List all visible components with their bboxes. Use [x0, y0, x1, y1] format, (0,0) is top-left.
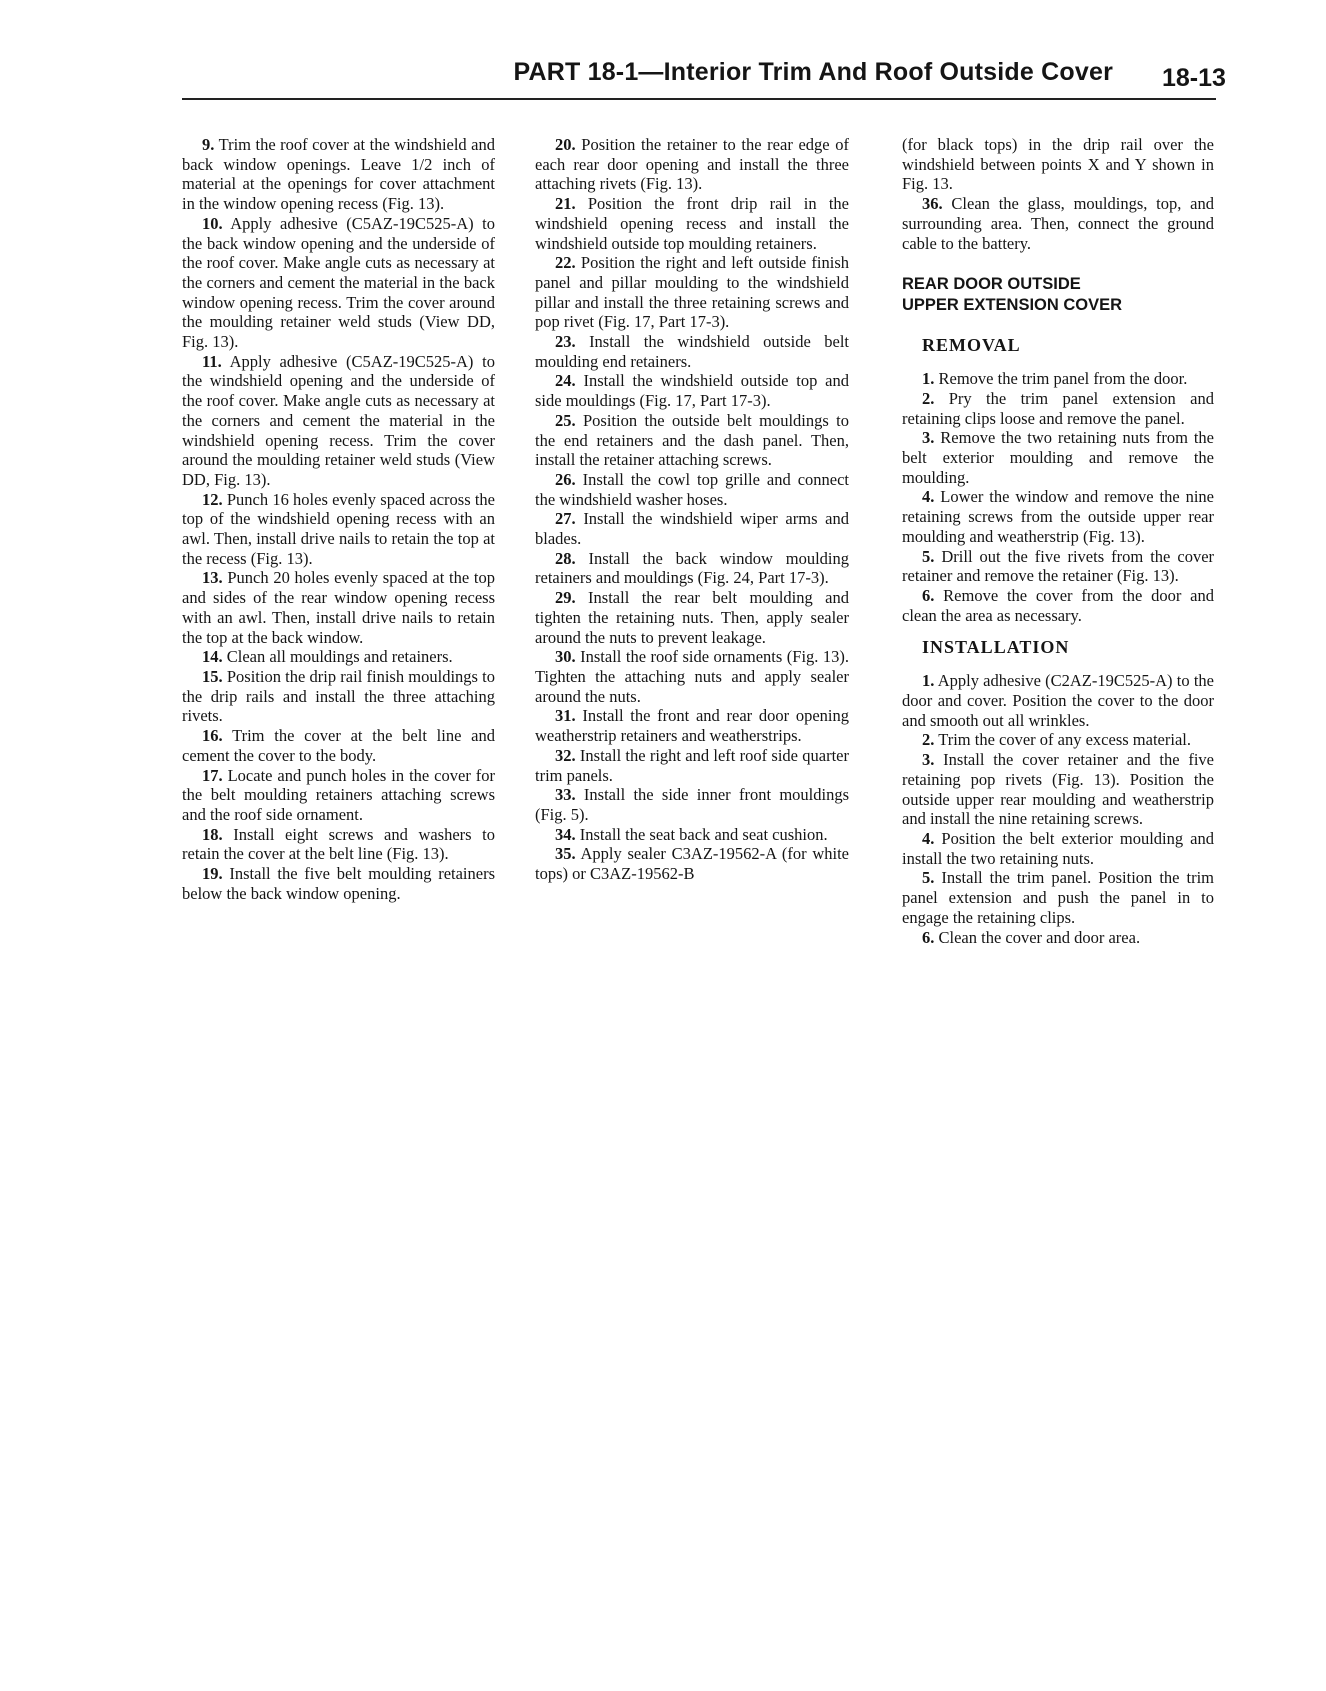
step-number: 28.	[555, 548, 576, 568]
step-number: 32.	[555, 745, 576, 765]
section-heading-line-1: REAR DOOR OUTSIDE	[902, 275, 1081, 294]
step-number: 5.	[922, 546, 935, 566]
step	[535, 825, 849, 845]
step	[182, 825, 495, 864]
step	[902, 369, 1214, 389]
step-number: 1.	[922, 369, 935, 389]
step-number: 13.	[202, 568, 223, 588]
step-number: 35.	[555, 844, 576, 864]
step-number: 11.	[202, 351, 222, 371]
step-36	[902, 194, 1214, 253]
section-heading-line-2: UPPER EXTENSION COVER	[902, 296, 1123, 315]
step-35-continuation: (for black tops) in the drip rail over the windshield between points X and Y shown in Fig. 13.	[902, 135, 1214, 194]
step-text: Install the side inner front mouldings (Fig. 5).	[535, 785, 849, 824]
step-text: Apply sealer C3AZ-19562-A (for white tops) or C3AZ-19562-B	[535, 844, 849, 884]
step-text: Install the windshield outside top and side mouldings (Fig. 17, Part 17-3).	[535, 371, 850, 411]
step-text: Trim the cover of any excess material.	[938, 730, 1191, 750]
step	[902, 547, 1214, 586]
step	[182, 135, 495, 214]
step	[902, 428, 1214, 487]
step-text: Install the cowl top grille and connect the windshield washer hoses.	[535, 469, 849, 509]
step-number: 16.	[202, 726, 223, 746]
step-text: Position the retainer to the rear edge of each rear door opening and install the three attaching rivets (Fig. 13).	[535, 135, 850, 194]
step	[182, 352, 495, 490]
section-heading	[902, 274, 1214, 316]
step-number: 30.	[555, 647, 576, 667]
step	[535, 746, 849, 785]
step-number: 2.	[922, 730, 935, 750]
step-text: Position the drip rail finish mouldings to the drip rails and install the three attaching rivets.	[182, 666, 496, 726]
step-text: Punch 16 holes evenly spaced across the top of the windshield opening recess with an awl. Then, install drive nails to retain the top at the recess (Fig. 13).	[182, 489, 495, 568]
step-number: 6.	[922, 927, 935, 947]
step-number: 4.	[922, 487, 935, 507]
step	[535, 549, 849, 588]
step-text: Apply adhesive (C2AZ-19C525-A) to the door and cover. Position the cover to the door and smooth out all wrinkles.	[902, 671, 1214, 730]
step	[902, 487, 1214, 546]
step	[902, 829, 1214, 868]
step	[182, 667, 495, 726]
column-2	[535, 135, 849, 884]
header-rule	[182, 98, 1216, 100]
step-text: Trim the cover at the belt line and cement the cover to the body.	[182, 726, 495, 765]
step-text: Install the five belt moulding retainers below the back window opening.	[182, 864, 495, 903]
step-number: 23.	[555, 332, 576, 352]
step-number: 33.	[555, 785, 576, 805]
step-text: Position the outside belt mouldings to the end retainers and the dash panel. Then, install the retainer attaching screws.	[535, 410, 850, 470]
step	[535, 371, 849, 410]
step	[535, 706, 849, 745]
step-text: Remove the cover from the door and clean the area as necessary.	[902, 585, 1214, 625]
step	[535, 253, 849, 332]
step-number: 2.	[922, 388, 935, 408]
step	[182, 864, 495, 903]
step-number: 31.	[555, 706, 576, 726]
step-number: 26.	[555, 469, 576, 489]
step	[535, 332, 849, 371]
step-number: 10.	[202, 213, 223, 233]
step	[902, 928, 1214, 948]
step	[535, 647, 849, 706]
step	[182, 214, 495, 352]
step-text: Position the front drip rail in the windshield opening recess and install the windshield outside top moulding retainers.	[535, 194, 850, 253]
step	[535, 470, 849, 509]
step-number: 29.	[555, 588, 576, 608]
step-number: 19.	[202, 864, 223, 884]
step-number: 25.	[555, 410, 576, 430]
step-number: 3.	[922, 428, 935, 448]
step-number: 22.	[555, 253, 576, 273]
step-text: Install the back window moulding retainers and mouldings (Fig. 24, Part 17-3).	[535, 548, 850, 588]
step-number: 17.	[202, 765, 223, 785]
step	[902, 868, 1214, 927]
step-text: Install the cover retainer and the five retaining pop rivets (Fig. 13). Position the outside upper rear moulding and weatherstrip and install the nine retaining screws.	[902, 750, 1214, 829]
installation-heading: INSTALLATION	[922, 637, 1070, 658]
step-text: Install the rear belt moulding and tighten the retaining nuts. Then, apply sealer around the nuts to prevent leakage.	[535, 588, 849, 647]
step-number: 6.	[922, 585, 935, 605]
page-number: 18-13	[1162, 64, 1226, 92]
step-text: Apply adhesive (C5AZ-19C525-A) to the windshield opening and the underside of the roof cover. Make angle cuts as necessary at the corners and cement the material in the windshield opening recess. Trim the cover around the moulding retainer weld studs (View DD, Fig. 13).	[182, 351, 495, 489]
step-text: Apply adhesive (C5AZ-19C525-A) to the back window opening and the underside of the roof cover. Make angle cuts as necessary at the corners and cement the material in the back window opening recess. Trim the cover around the moulding retainer weld studs (View DD, Fig. 13).	[182, 213, 495, 352]
installation-steps	[902, 671, 1214, 947]
step	[535, 194, 849, 253]
step	[182, 490, 495, 569]
page-title: PART 18-1—Interior Trim And Roof Outside Cover	[513, 58, 1113, 86]
step-number: 27.	[555, 509, 576, 529]
step-number: 36.	[922, 194, 943, 214]
page-header	[0, 58, 1326, 98]
step	[902, 730, 1214, 750]
step-number: 14.	[202, 647, 223, 667]
step-number: 15.	[202, 666, 223, 686]
step-text: Install the roof side ornaments (Fig. 13). Tighten the attaching nuts and apply sealer around the nuts.	[535, 647, 850, 706]
step-text: Punch 20 holes evenly spaced at the top and sides of the rear window opening recess with an awl. Then, install drive nails to retain the top at the back window.	[182, 568, 496, 647]
step-number: 3.	[922, 750, 935, 770]
step-text: Pry the trim panel extension and retaining clips loose and remove the panel.	[902, 388, 1214, 428]
column-1	[182, 135, 495, 903]
step	[182, 726, 495, 765]
step	[535, 509, 849, 548]
step-number: 4.	[922, 828, 935, 848]
step-text: Clean the glass, mouldings, top, and surrounding area. Then, connect the ground cable to the battery.	[902, 194, 1214, 253]
step-number: 34.	[555, 824, 576, 844]
removal-steps	[902, 369, 1214, 625]
step-text: Install the trim panel. Position the trim panel extension and push the panel in to engage the retaining clips.	[902, 868, 1214, 927]
step	[182, 647, 495, 667]
step-number: 21.	[555, 194, 576, 214]
step-text: Drill out the five rivets from the cover retainer and remove the retainer (Fig. 13).	[902, 546, 1215, 586]
step	[182, 568, 495, 647]
step-text: Remove the trim panel from the door.	[938, 369, 1188, 389]
step-text: Position the belt exterior moulding and install the two retaining nuts.	[902, 828, 1214, 868]
step-number: 12.	[202, 489, 223, 509]
step-number: 5.	[922, 868, 935, 888]
step-text: Clean all mouldings and retainers.	[226, 647, 453, 667]
step	[535, 588, 849, 647]
step-text: Install the front and rear door opening weatherstrip retainers and weatherstrips.	[535, 706, 849, 746]
step-text: Remove the two retaining nuts from the belt exterior moulding and remove the moulding.	[902, 428, 1214, 487]
step-number: 18.	[202, 824, 223, 844]
step-text: Install the windshield outside belt moulding end retainers.	[535, 332, 850, 371]
step-text: Lower the window and remove the nine retaining screws from the outside upper rear moulding and weatherstrip (Fig. 13).	[902, 487, 1214, 546]
step-text: Install the seat back and seat cushion.	[579, 824, 828, 844]
step-text: Install the windshield wiper arms and blades.	[535, 509, 850, 549]
step-text: Clean the cover and door area.	[938, 927, 1141, 947]
step	[182, 766, 495, 825]
removal-heading: REMOVAL	[922, 335, 1021, 356]
step	[902, 389, 1214, 428]
step-number: 1.	[922, 671, 935, 691]
step	[902, 750, 1214, 829]
step	[535, 411, 849, 470]
step-text: Install the right and left roof side quarter trim panels.	[535, 745, 849, 785]
step-text: Trim the roof cover at the windshield and back window openings. Leave 1/2 inch of material at the openings for cover attachment in the window opening recess (Fig. 13).	[182, 135, 495, 214]
step-text: Install eight screws and washers to retain the cover at the belt line (Fig. 13).	[182, 824, 495, 864]
step-number: 9.	[202, 135, 215, 154]
step	[535, 785, 849, 824]
column-3	[902, 135, 1214, 947]
step	[535, 844, 849, 883]
step-number: 24.	[555, 371, 576, 391]
step-text: Position the right and left outside finish panel and pillar moulding to the windshield pillar and install the three retaining screws and pop rivet (Fig. 17, Part 17-3).	[535, 253, 850, 332]
step-text: Locate and punch holes in the cover for the belt moulding retainers attaching screws and the roof side ornament.	[182, 765, 496, 824]
step-number: 20.	[555, 135, 576, 154]
step	[902, 671, 1214, 730]
step	[535, 135, 849, 194]
step	[902, 586, 1214, 625]
